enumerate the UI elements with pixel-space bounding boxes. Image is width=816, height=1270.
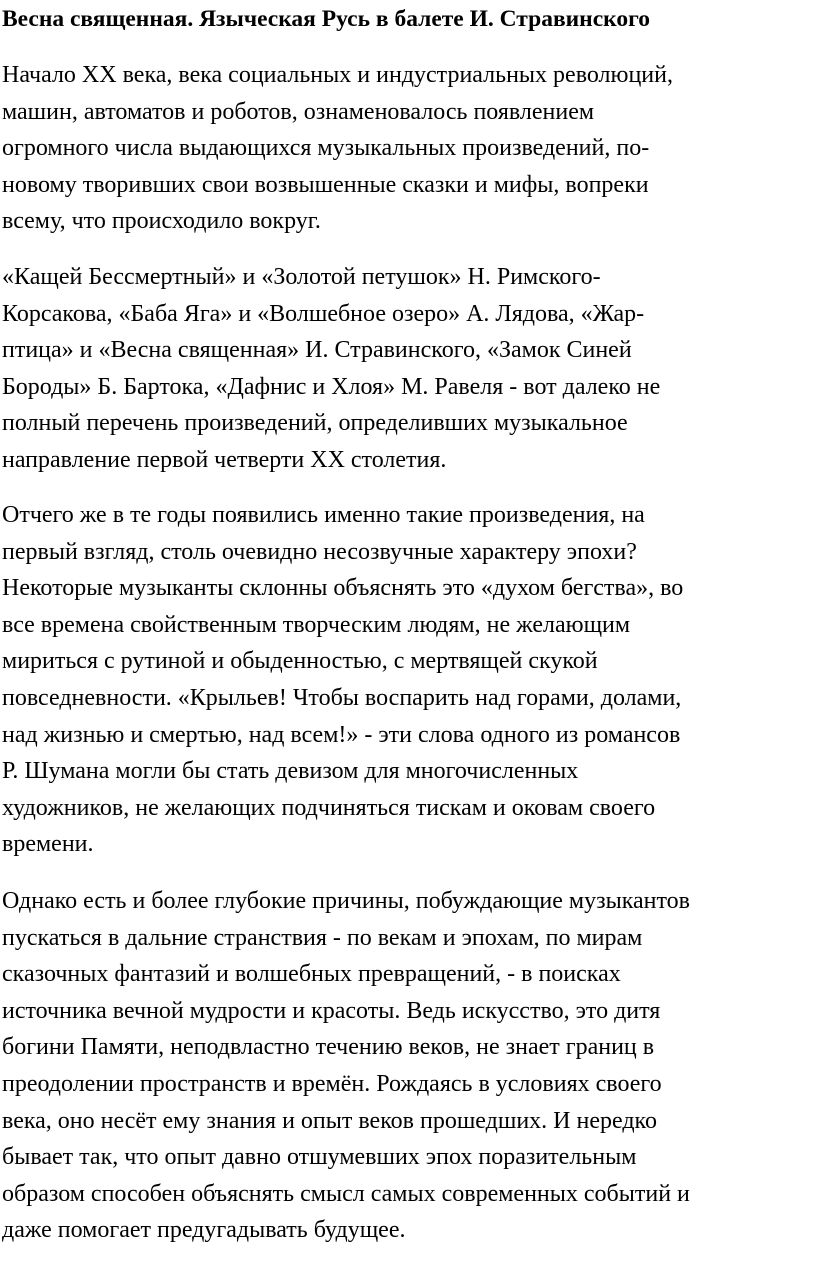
- paragraph-1: [2, 57, 802, 240]
- text-line: образом способен объяснять смысл самых современных событий и: [2, 1180, 690, 1207]
- text-line: даже помогает предугадывать будущее.: [2, 1217, 406, 1244]
- paragraph-4: [2, 883, 802, 1249]
- text-line: сказочных фантазий и волшебных превращений, - в поисках: [2, 961, 621, 988]
- text-line: все времена свойственным творческим людям, не желающим: [2, 611, 631, 638]
- text-line: новому творивших свои возвышенные сказки и мифы, вопреки: [2, 171, 649, 198]
- paragraph-3: [2, 497, 802, 863]
- text-line: богини Памяти, неподвластно течению веков, не знает границ в: [2, 1034, 655, 1061]
- text-line: источника вечной мудрости и красоты. Ведь искусство, это дитя: [2, 997, 661, 1024]
- paragraph-2: [2, 259, 802, 479]
- text-line: Отчего же в те годы появились именно такие произведения, на: [2, 502, 645, 528]
- document-title: Весна священная. Языческая Русь в балете И. Стравинского: [2, 6, 650, 32]
- text-line: полный перечень произведений, определивших музыкальное: [2, 410, 628, 437]
- text-line: первый взгляд, столь очевидно несозвучные характеру эпохи?: [2, 538, 637, 565]
- text-line: Бороды» Б. Бартока, «Дафнис и Хлоя» М. Равеля - вот далеко не: [2, 373, 661, 400]
- text-line: над жизнью и смертью, над всем!» - эти слова одного из романсов: [2, 721, 681, 748]
- text-line: Некоторые музыканты склонны объяснять это «духом бегства», во: [2, 575, 684, 602]
- text-line: века, оно несёт ему знания и опыт веков прошедших. И нередко: [2, 1107, 657, 1134]
- text-line: Р. Шумана могли бы стать девизом для многочисленных: [2, 758, 579, 785]
- text-line: преодолении пространств и времён. Рождаясь в условиях своего: [2, 1070, 662, 1097]
- text-line: пускаться в дальние странствия - по векам и эпохам, по мирам: [2, 924, 643, 951]
- text-line: Однако есть и более глубокие причины, побуждающие музыкантов: [2, 888, 691, 914]
- text-line: повседневности. «Крыльев! Чтобы воспарить над горами, долами,: [2, 684, 682, 711]
- text-line: бывает так, что опыт давно отшумевших эпох поразительным: [2, 1144, 637, 1171]
- text-line: направление первой четверти XX столетия.: [2, 446, 447, 473]
- text-line: Начало XX века, века социальных и индустриальных революций,: [2, 62, 673, 88]
- text-line: «Кащей Бессмертный» и «Золотой петушок» Н. Римского-: [2, 264, 601, 290]
- text-line: художников, не желающих подчиняться тискам и оковам своего: [2, 794, 656, 821]
- text-line: огромного числа выдающихся музыкальных произведений, по-: [2, 135, 650, 162]
- text-line: всему, что происходило вокруг.: [2, 208, 321, 235]
- text-line: Корсакова, «Баба Яга» и «Волшебное озеро» А. Лядова, «Жар-: [2, 300, 645, 327]
- text-line: мириться с рутиной и обыденностью, с мертвящей скукой: [2, 648, 598, 675]
- text-line: машин, автоматов и роботов, ознаменовалось появлением: [2, 98, 595, 125]
- text-line: времени.: [2, 831, 94, 858]
- text-line: птица» и «Весна священная» И. Стравинского, «Замок Синей: [2, 337, 632, 364]
